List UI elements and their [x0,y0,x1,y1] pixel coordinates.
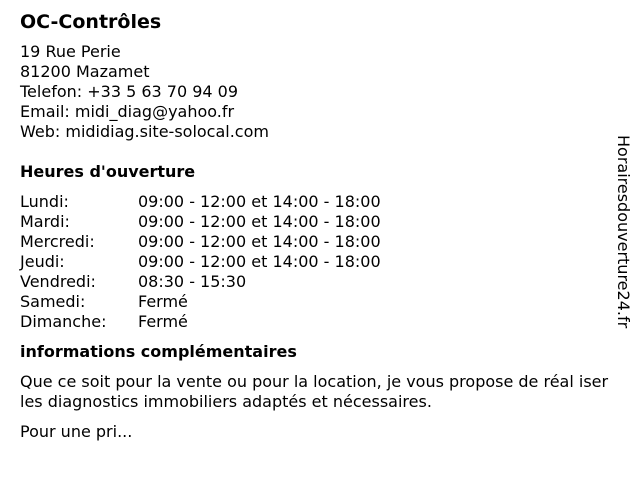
address-block [20,42,610,142]
hours-day: Jeudi: [20,252,65,271]
postal-city: 81200 Mazamet [20,62,150,81]
web-line[interactable]: Web: mididiag.site-solocal.com [20,122,269,141]
hours-heading: Heures d'ouverture [20,162,196,181]
hours-row [20,312,610,332]
hours-row [20,212,610,232]
hours-day: Mardi: [20,212,70,231]
info-heading: informations complémentaires [20,342,297,361]
hours-table [20,192,610,332]
description-text: Que ce soit pour la vente ou pour la location, je vous propose de réal iser les diagnostics immobiliers adaptés et nécessaires. [20,372,609,411]
hours-row [20,272,610,292]
email-line[interactable]: Email: midi_diag@yahoo.fr [20,102,235,121]
hours-time: Fermé [138,292,188,311]
hours-day: Samedi: [20,292,86,311]
hours-row [20,192,610,212]
hours-row [20,232,610,252]
hours-time: 08:30 - 15:30 [138,272,247,291]
hours-time: Fermé [138,312,188,331]
hours-day: Lundi: [20,192,69,211]
hours-day: Dimanche: [20,312,107,331]
description-more: Pour une pri... [20,422,133,441]
hours-time: 09:00 - 12:00 et 14:00 - 18:00 [138,212,381,231]
phone-line[interactable]: Telefon: +33 5 63 70 94 09 [20,82,239,101]
business-name: OC-Contrôles [20,11,162,33]
hours-day: Mercredi: [20,232,95,251]
street-address: 19 Rue Perie [20,42,121,61]
hours-time: 09:00 - 12:00 et 14:00 - 18:00 [138,252,381,271]
hours-day: Vendredi: [20,272,96,291]
hours-row [20,252,610,272]
business-card [20,10,610,442]
hours-time: 09:00 - 12:00 et 14:00 - 18:00 [138,232,381,251]
hours-row [20,292,610,312]
side-brand-text: Horairesdouverture24.fr [614,135,633,329]
hours-time: 09:00 - 12:00 et 14:00 - 18:00 [138,192,381,211]
side-brand [612,135,634,345]
